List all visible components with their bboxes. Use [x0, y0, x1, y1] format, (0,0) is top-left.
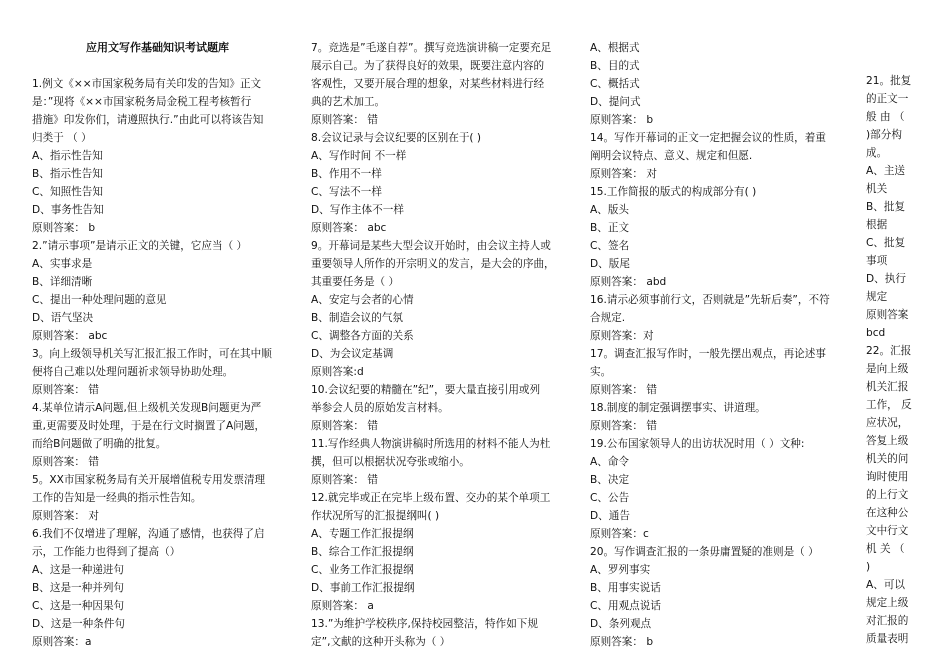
spacer: [32, 57, 302, 75]
text-line: ): [866, 561, 871, 573]
text-line: 原则答案： 错: [32, 456, 99, 468]
text-line: C、用观点说话: [590, 600, 661, 612]
text-line: 事项: [866, 255, 888, 267]
text-line: 原则答案： abc: [32, 330, 108, 342]
text-line: 机 关 （: [866, 543, 905, 555]
text-line: 在这种公: [866, 507, 909, 519]
text-line: 15.工作简报的版式的构成部分有( ): [590, 186, 757, 198]
text-line: 原则答案：c: [590, 528, 649, 540]
text-line: 机关汇报: [866, 381, 909, 393]
text-line: 18.制度的制定强调摆事实、讲道理。: [590, 402, 766, 414]
text-line: C、调整各方面的关系: [311, 330, 414, 342]
text-line: 举参会人员的原始发言材料。: [311, 402, 449, 414]
text-line: 机关: [866, 183, 888, 195]
text-line: 原则答案： abd: [590, 276, 667, 288]
text-line: 原则答案： b: [32, 222, 96, 234]
text-line: 原则答案： 错: [590, 384, 657, 396]
text-line: D、通告: [590, 510, 630, 522]
text-line: 规定上级: [866, 597, 909, 609]
text-line: 是向上级: [866, 363, 909, 375]
text-line: 11.写作经典人物演讲稿时所选用的材料不能人为杜: [311, 438, 551, 450]
text-line: B、详细清晰: [32, 276, 93, 288]
text-line: 合规定.: [590, 312, 626, 324]
text-line: D、条列观点: [590, 618, 652, 630]
text-line: 的正文一: [866, 93, 909, 105]
text-line: bcd: [866, 327, 886, 339]
text-line: B、用事实说话: [590, 582, 661, 594]
text-line: 21。批复: [866, 75, 912, 87]
text-line: A、专题工作汇报提纲: [311, 528, 414, 540]
text-line: )部分构: [866, 129, 902, 141]
text-line: 7。竞选是”毛遂自荐”。撰写竞选演讲稿一定要充足: [311, 42, 552, 54]
text-line: 的上行文: [866, 489, 909, 501]
document-title: 应用文写作基础知识考试题库: [86, 41, 229, 54]
text-line: A、根据式: [590, 42, 640, 54]
text-line: 原则答案： b: [590, 636, 654, 648]
text-line: D、提问式: [590, 96, 641, 108]
text-line: D、这是一种条件句: [32, 618, 125, 630]
text-line: 17。调查汇报写作时，一般先摆出观点，再论述事: [590, 348, 826, 360]
text-line: A、主送: [866, 165, 906, 177]
text-line: D、写作主体不一样: [311, 204, 404, 216]
text-line: B、制造会议的气氛: [311, 312, 404, 324]
text-line: C、公告: [590, 492, 630, 504]
text-line: A、写作时间 不一样: [311, 150, 407, 162]
text-line: A、命令: [590, 456, 630, 468]
text-line: D、执行: [866, 273, 906, 285]
text-line: 规定: [866, 291, 888, 303]
text-line: 示，工作能力也得到了提高（）: [32, 546, 181, 558]
text-line: 质量表明: [866, 633, 909, 645]
text-line: 文中行文: [866, 525, 909, 537]
text-line: 工作， 反: [866, 399, 912, 411]
column-4: [866, 72, 926, 648]
text-line: 应状况，: [866, 417, 909, 429]
text-line: 1.例文《××市国家税务局有关印发的告知》正文: [32, 78, 262, 90]
text-line: 答复上级: [866, 435, 909, 447]
text-line: 原则答案： 错: [32, 384, 99, 396]
text-line: 13.”为维护学校秩序,保持校园整洁，特作如下规: [311, 618, 538, 630]
text-line: 撰，但可以根据状况夸张或缩小。: [311, 456, 470, 468]
text-line: 展示自己。为了获得良好的效果，既要注意内容的: [311, 60, 545, 72]
text-line: A、安定与会者的心情: [311, 294, 414, 306]
text-line: 原则答案： a: [311, 600, 374, 612]
text-line: A、这是一种递进句: [32, 564, 124, 576]
text-line: A、指示性告知: [32, 150, 103, 162]
text-line: D、事务性告知: [32, 204, 104, 216]
text-line: 其重要任务是（ ）: [311, 276, 400, 288]
text-line: 3。向上级领导机关写汇报汇报工作时，可在其中顺: [32, 348, 272, 360]
text-line: 19.公布国家领导人的出访状况时用（ ）文种:: [590, 438, 805, 450]
text-line: 原则答案：a: [32, 636, 92, 648]
text-line: 10.会议纪要的精髓在”纪”，要大量直接引用或列: [311, 384, 541, 396]
text-line: C、批复: [866, 237, 906, 249]
text-line: C、概括式: [590, 78, 640, 90]
text-line: 原则答案： 错: [590, 420, 657, 432]
text-line: 机关的问: [866, 453, 909, 465]
text-line: C、业务工作汇报提纲: [311, 564, 414, 576]
text-line: 对汇报的: [866, 615, 909, 627]
text-line: D、为会议定基调: [311, 348, 394, 360]
text-line: 客观性，又要开展合理的想象，对某些材料进行经: [311, 78, 545, 90]
text-line: 重,更需要及时处理，于是在行文时搁置了A问题，: [32, 420, 266, 432]
spacer: [32, 39, 302, 57]
text-line: 便将自己难以处理问题祈求领导协助处理。: [32, 366, 234, 378]
text-line: 2.”请示事项”是请示正文的关键，它应当（ ）: [32, 240, 248, 252]
text-line: D、语气坚决: [32, 312, 94, 324]
text-line: B、综合工作汇报提纲: [311, 546, 414, 558]
text-line: 实。: [590, 366, 612, 378]
text-line: C、这是一种因果句: [32, 600, 125, 612]
text-line: A、罗列事实: [590, 564, 651, 576]
text-line: 是：”现将《××市国家税务局金税工程考核暂行: [32, 96, 252, 108]
column-3: [590, 39, 852, 651]
text-line: A、可以: [866, 579, 906, 591]
text-line: 原则答案: [866, 309, 909, 321]
text-line: 原则答案： 错: [311, 474, 378, 486]
text-line: D、版尾: [590, 258, 630, 270]
text-line: 4.某单位请示A问题,但上级机关发现B问题更为严: [32, 402, 262, 414]
text-line: B、决定: [590, 474, 630, 486]
text-line: 6.我们不仅增进了理解，沟通了感情，也获得了启: [32, 528, 265, 540]
column-2: [311, 39, 573, 651]
text-line: 20。写作调查汇报的一条毋庸置疑的准则是（ ）: [590, 546, 819, 558]
text-line: 16.请示必须事前行文，否则就是”先斩后奏”，不符: [590, 294, 830, 306]
text-line: 原则答案： 对: [32, 510, 99, 522]
text-line: A、版头: [590, 204, 630, 216]
text-line: 定”,文献的这种开头称为（ ）: [311, 636, 451, 648]
text-line: C、签名: [590, 240, 630, 252]
text-line: A、实事求是: [32, 258, 93, 270]
text-line: B、作用不一样: [311, 168, 382, 180]
text-line: 而给B问题做了明确的批复。: [32, 438, 167, 450]
text-line: 询时使用: [866, 471, 909, 483]
text-line: 12.就完毕或正在完毕上级布置、交办的某个单项工: [311, 492, 551, 504]
text-line: C、提出一种处理问题的意见: [32, 294, 167, 306]
text-line: 原则答案： 对: [590, 168, 657, 180]
text-line: 措施》印发你们，请遵照执行.”由此可以将该告知: [32, 114, 264, 126]
text-line: B、正文: [590, 222, 630, 234]
text-line: 原则答案： abc: [311, 222, 387, 234]
text-line: B、目的式: [590, 60, 640, 72]
text-line: B、这是一种并列句: [32, 582, 125, 594]
text-line: 工作的告知是一经典的指示性告知。: [32, 492, 202, 504]
text-line: 22。汇报: [866, 345, 912, 357]
text-line: 重要领导人所作的开宗明义的发言，是大会的序曲，: [311, 258, 555, 270]
text-line: 作状况所写的汇报提纲叫( ): [311, 510, 440, 522]
text-line: 阐明会议特点、意义、规定和但愿.: [590, 150, 753, 162]
text-line: 原则答案：对: [590, 330, 654, 342]
text-line: 5。XX市国家税务局有关开展增值税专用发票清理: [32, 474, 266, 486]
text-line: 归类于 （ ）: [32, 132, 92, 144]
text-line: C、写法不一样: [311, 186, 382, 198]
text-line: 8.会议记录与会议纪要的区别在于( ): [311, 132, 482, 144]
text-line: B、指示性告知: [32, 168, 103, 180]
text-line: 原则答案:d: [311, 366, 364, 378]
text-line: C、知照性告知: [32, 186, 103, 198]
column-1: [32, 39, 302, 651]
text-line: 根据: [866, 219, 888, 231]
text-line: 成。: [866, 147, 888, 159]
text-line: D、事前工作汇报提纲: [311, 582, 415, 594]
text-line: B、批复: [866, 201, 906, 213]
text-line: 原则答案： 错: [311, 114, 378, 126]
text-line: 9。开幕词是某些大型会议开始时，由会议主持人或: [311, 240, 551, 252]
text-line: 14。写作开幕词的正文一定把握会议的性质，着重: [590, 132, 826, 144]
text-line: 原则答案： 错: [311, 420, 378, 432]
text-line: 原则答案： b: [590, 114, 654, 126]
text-line: 般 由 （: [866, 111, 905, 123]
text-line: 典的艺术加工。: [311, 96, 386, 108]
